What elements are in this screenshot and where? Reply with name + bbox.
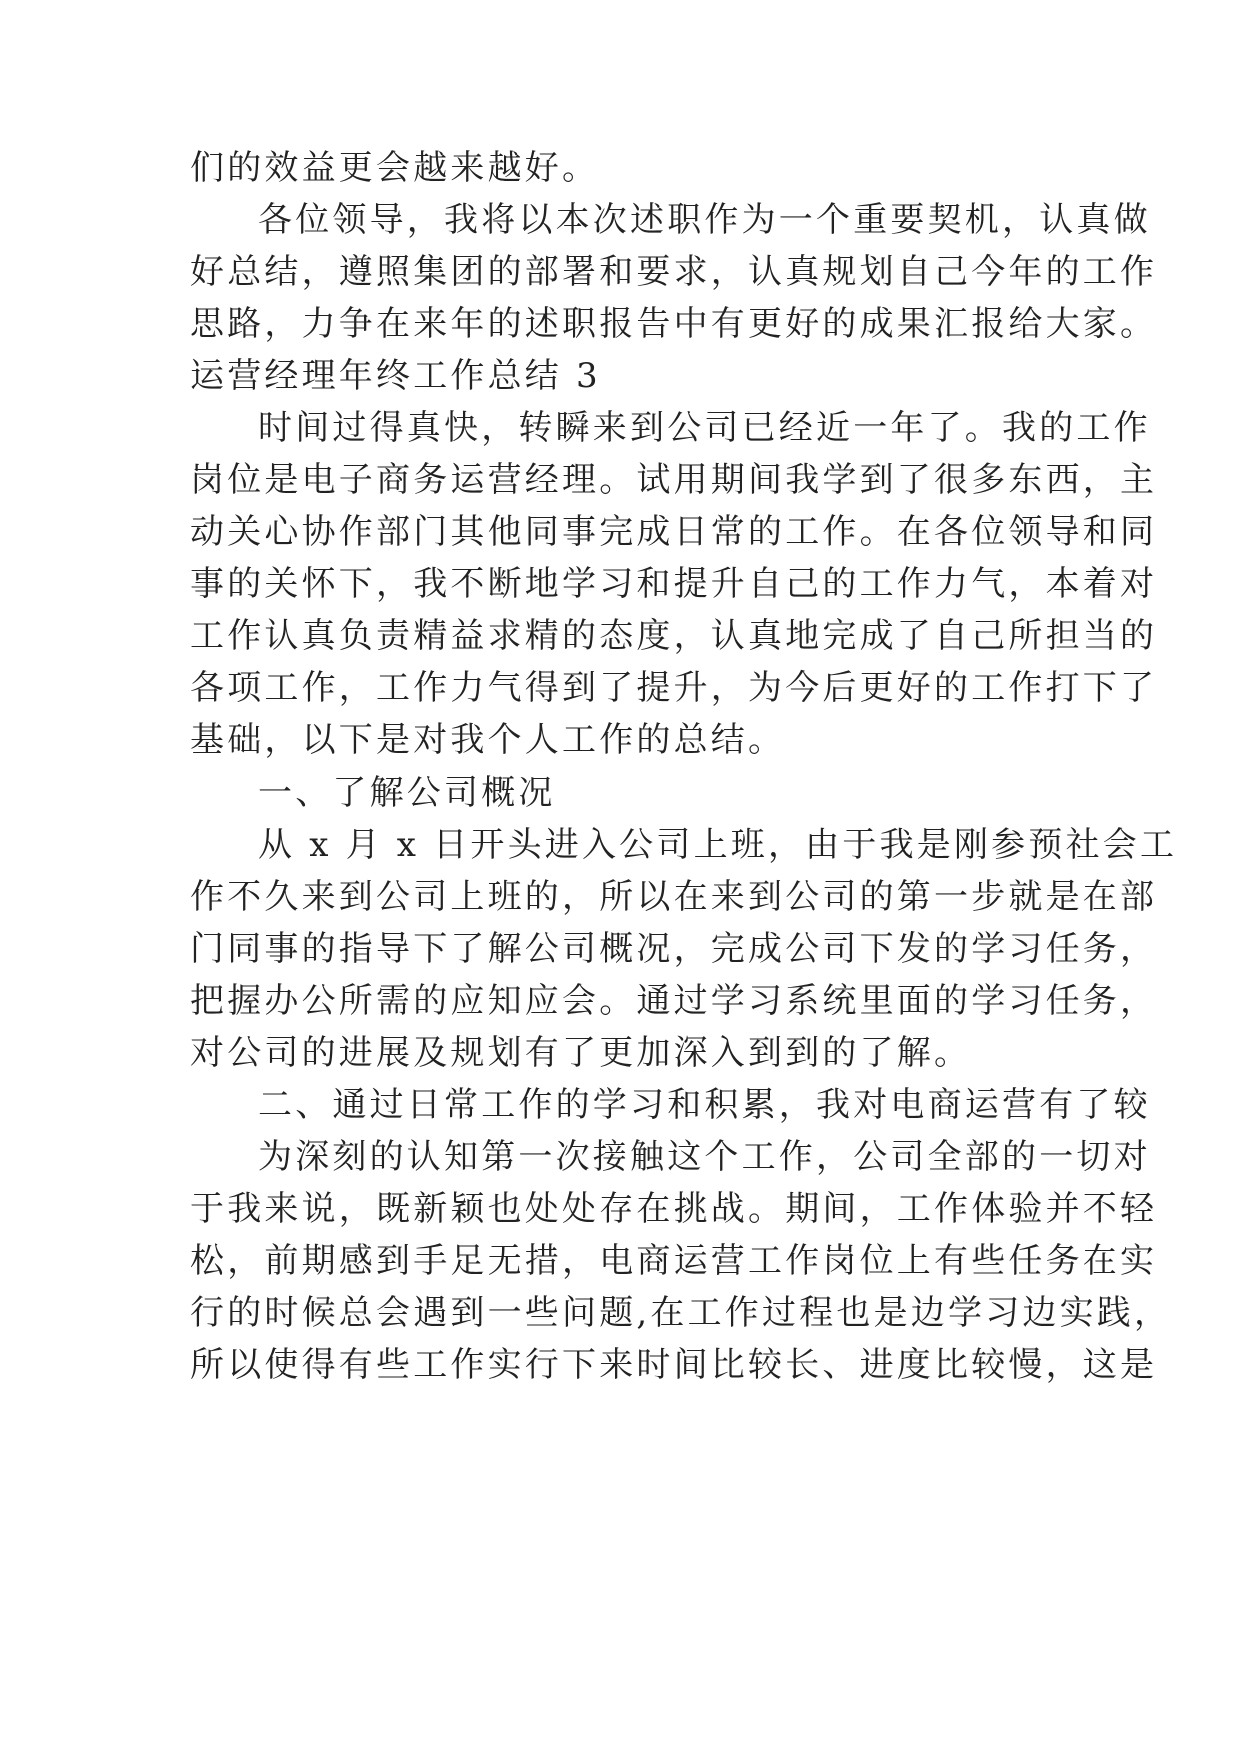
text-line: 作不久来到公司上班的，所以在来到公司的第一步就是在部 (190, 877, 1158, 917)
section-heading: 运营经理年终工作总结 3 (190, 356, 601, 396)
text-line: 松，前期感到手足无措，电商运营工作岗位上有些任务在实 (190, 1241, 1158, 1281)
text-line: 时间过得真快，转瞬来到公司已经近一年了。我的工作 (258, 408, 1151, 448)
text-line: 事的关怀下，我不断地学习和提升自己的工作力气，本着对 (190, 564, 1158, 604)
text-line: 思路，力争在来年的述职报告中有更好的成果汇报给大家。 (190, 304, 1158, 344)
text-line: 各项工作，工作力气得到了提升，为今后更好的工作打下了 (190, 668, 1158, 708)
text-line: 于我来说，既新颖也处处存在挑战。期间，工作体验并不轻 (190, 1189, 1158, 1229)
text-line: 岗位是电子商务运营经理。试用期间我学到了很多东西，主 (190, 460, 1158, 500)
text-line: 工作认真负责精益求精的态度，认真地完成了自己所担当的 (190, 616, 1158, 656)
text-line: 为深刻的认知第一次接触这个工作，公司全部的一切对 (258, 1137, 1151, 1177)
text-line: 好总结，遵照集团的部署和要求，认真规划自己今年的工作 (190, 252, 1158, 292)
subheading: 二、通过日常工作的学习和积累，我对电商运营有了较 (258, 1085, 1151, 1125)
text-line: 从 x 月 x 日开头进入公司上班，由于我是刚参预社会工 (258, 825, 1178, 865)
text-line: 行的时候总会遇到一些问题,在工作过程也是边学习边实践， (190, 1293, 1172, 1333)
text-line: 把握办公所需的应知应会。通过学习系统里面的学习任务， (190, 981, 1158, 1021)
text-line: 动关心协作部门其他同事完成日常的工作。在各位领导和同 (190, 512, 1158, 552)
text-line: 对公司的进展及规划有了更加深入到到的了解。 (190, 1033, 972, 1073)
text-line: 所以使得有些工作实行下来时间比较长、进度比较慢，这是 (190, 1345, 1158, 1385)
text-line: 们的效益更会越来越好。 (190, 148, 600, 188)
text-line: 各位领导，我将以本次述职作为一个重要契机，认真做 (258, 200, 1151, 240)
subheading: 一、了解公司概况 (258, 773, 556, 813)
text-line: 门同事的指导下了解公司概况，完成公司下发的学习任务， (190, 929, 1158, 969)
text-line: 基础，以下是对我个人工作的总结。 (190, 720, 786, 760)
